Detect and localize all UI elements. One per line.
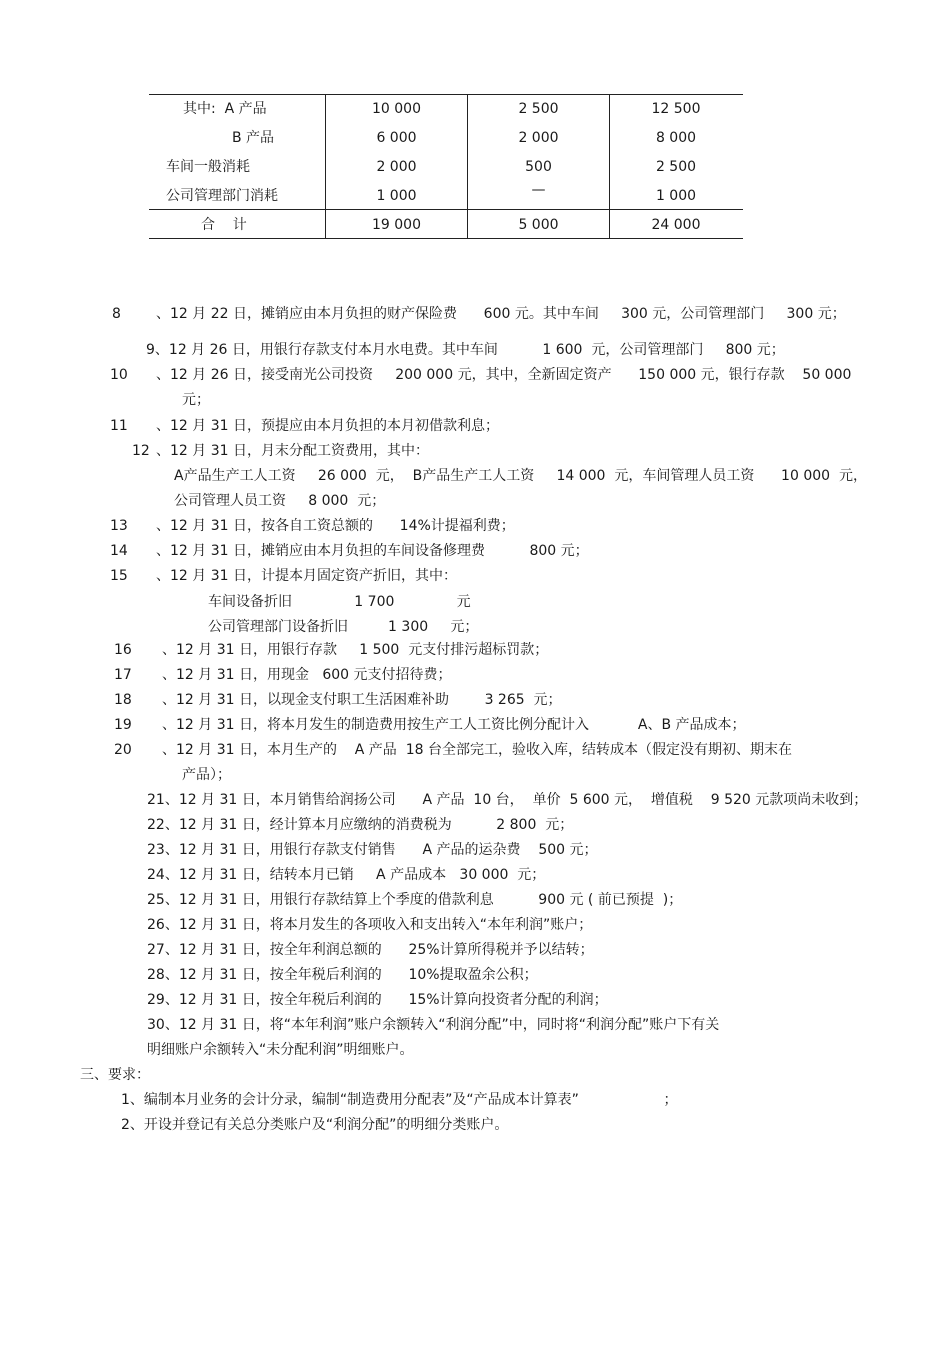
requirement-item: 1、编制本月业务的会计分录，编制“制造费用分配表”及“产品成本计算表” ； [121, 1092, 678, 1108]
item-number: 20 [114, 742, 132, 758]
transaction-item: 、12 月 31 日，本月生产的 A 产品 18 台全部完工，验收入库，结转成本（假定没有期初、期末在 [162, 742, 792, 758]
transaction-item: 24、12 月 31 日，结转本月已销 A 产品成本 30 000 元； [147, 867, 546, 883]
table-total-rule [149, 209, 743, 210]
table-cell: 8 000 [655, 130, 697, 146]
section-heading: 三、要求： [80, 1067, 150, 1083]
item-number: 12 [132, 443, 150, 459]
transaction-item: 、12 月 31 日，计提本月固定资产折旧，其中： [156, 568, 457, 584]
transaction-item: 30、12 月 31 日，将“本年利润”账户余额转入“利润分配”中，同时将“利润分配”账户下有关 [147, 1017, 720, 1033]
transaction-item-cont: 公司管理人员工资 8 000 元； [174, 493, 386, 509]
item-number: 13 [110, 518, 128, 534]
transaction-item: 、12 月 22 日，摊销应由本月负担的财产保险费 600 元。其中车间 300 元，公司管理部门 300 元； [156, 306, 846, 322]
transaction-item: 26、12 月 31 日，将本月发生的各项收入和支出转入“本年利润”账户； [147, 917, 593, 933]
table-cell: 10 000 [372, 101, 421, 117]
table-cell: 6 000 [376, 130, 417, 146]
transaction-item-cont: 明细账户余额转入“未分配利润”明细账户。 [147, 1042, 414, 1058]
transaction-item: 、12 月 31 日，摊销应由本月负担的车间设备修理费 800 元； [156, 543, 589, 559]
table-cell: 1 000 [655, 188, 697, 204]
transaction-item: 9、12 月 26 日，用银行存款支付本月水电费。其中车间 1 600 元，公司管理部门 800 元； [146, 342, 785, 358]
transaction-item: 、12 月 31 日，以现金支付职工生活困难补助 3 265 元； [162, 692, 562, 708]
transaction-item: 、12 月 31 日，将本月发生的制造费用按生产工人工资比例分配计入 A、B 产品成本； [162, 717, 746, 733]
table-row-label: 公司管理部门消耗 [166, 188, 278, 204]
transaction-item: 25、12 月 31 日，用银行存款结算上个季度的借款利息 900 元 ( 前已预提 )； [147, 892, 683, 908]
transaction-item: 27、12 月 31 日，按全年利润总额的 25%计算所得税并予以结转； [147, 942, 594, 958]
item-number: 8 [112, 306, 121, 322]
transaction-item: 22、12 月 31 日，经计算本月应缴纳的消费税为 2 800 元； [147, 817, 574, 833]
transaction-item: 、12 月 31 日，按各自工资总额的 14%计提福利费； [156, 518, 515, 534]
table-total-cell: 5 000 [518, 217, 559, 233]
table-cell: 500 [525, 159, 552, 175]
transaction-item-cont: 元； [182, 392, 210, 408]
requirement-item: 2、开设并登记有关总分类账户及“利润分配”的明细分类账户。 [121, 1117, 509, 1133]
transaction-item: 28、12 月 31 日，按全年税后利润的 10%提取盈余公积； [147, 967, 538, 983]
item-number: 14 [110, 543, 128, 559]
table-row-label: B 产品 [232, 130, 275, 146]
table-cell: 12 500 [651, 101, 701, 117]
table-cell: 1 000 [376, 188, 417, 204]
transaction-item: 21、12 月 31 日，本月销售给润扬公司 A 产品 10 台， 单价 5 600 元， 增值税 9 520 元款项尚未收到； [147, 792, 868, 808]
transaction-item-cont: 产品）； [182, 767, 231, 783]
table-cell: 2 500 [518, 101, 559, 117]
item-number: 17 [114, 667, 132, 683]
table-total-cell: 24 000 [651, 217, 701, 233]
table-bottom-rule [149, 238, 743, 239]
item-number: 11 [110, 418, 128, 434]
item-number: 10 [110, 367, 128, 383]
table-cell: 2 000 [518, 130, 559, 146]
table-cell: 2 000 [376, 159, 417, 175]
transaction-item: 29、12 月 31 日，按全年税后利润的 15%计算向投资者分配的利润； [147, 992, 608, 1008]
table-total-label: 合 计 [201, 217, 247, 233]
table-row-label: 车间一般消耗 [166, 159, 250, 175]
transaction-item: 、12 月 31 日，月末分配工资费用，其中： [156, 443, 429, 459]
transaction-item-cont: 车间设备折旧 1 700 元 [208, 594, 471, 610]
table-cell: — [531, 182, 546, 198]
transaction-item-cont: A产品生产工人工资 26 000 元， B产品生产工人工资 14 000 元，车间管理人员工资 10 000 元， [174, 468, 867, 484]
transaction-item: 23、12 月 31 日，用银行存款支付销售 A 产品的运杂费 500 元； [147, 842, 598, 858]
transaction-item: 、12 月 26 日，接受南光公司投资 200 000 元，其中，全新固定资产 150 000 元，银行存款 50 000 [156, 367, 852, 383]
item-number: 18 [114, 692, 132, 708]
item-number: 19 [114, 717, 132, 733]
table-total-cell: 19 000 [372, 217, 421, 233]
transaction-item: 、12 月 31 日，预提应由本月负担的本月初借款利息； [156, 418, 499, 434]
transaction-item-cont: 公司管理部门设备折旧 1 300 元； [208, 619, 479, 635]
transaction-item: 、12 月 31 日，用银行存款 1 500 元支付排污超标罚款； [162, 642, 549, 658]
item-number: 15 [110, 568, 128, 584]
transaction-item: 、12 月 31 日，用现金 600 元支付招待费； [162, 667, 452, 683]
expense-allocation-table [0, 0, 950, 250]
table-row-label: 其中: A 产品 [183, 101, 267, 117]
table-cell: 2 500 [655, 159, 697, 175]
table-top-rule [149, 94, 743, 95]
item-number: 16 [114, 642, 132, 658]
